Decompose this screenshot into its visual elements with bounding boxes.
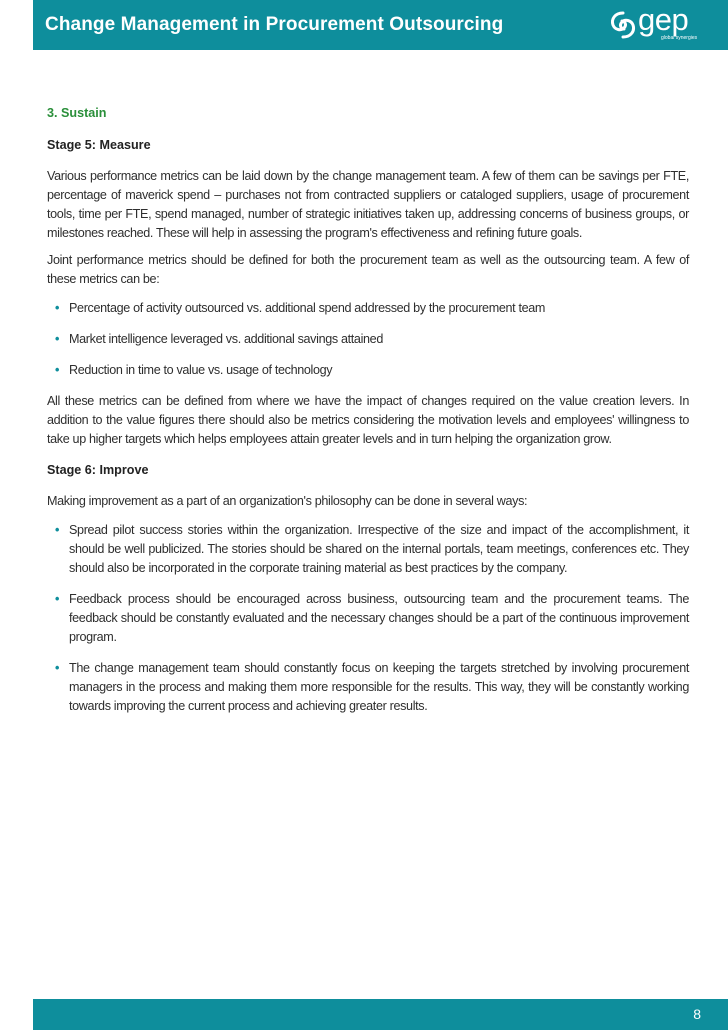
section-heading: 3. Sustain [47, 106, 107, 120]
gep-logo [609, 2, 699, 44]
bullet-dot-icon: • [55, 592, 60, 606]
page-number: 8 [693, 1006, 701, 1022]
list-item-text: Percentage of activity outsourced vs. additional spend addressed by the procurement team [69, 301, 546, 315]
stage5-heading: Stage 5: Measure [47, 138, 151, 152]
document-body [47, 104, 689, 728]
list-item-text: Feedback process should be encouraged across business, outsourcing team and the procurement teams. The feedback should be constantly evaluated and the necessary changes should be a part of the continuous improvement program. [69, 592, 689, 644]
logo-wordmark: gep [638, 2, 689, 37]
bullet-dot-icon: • [55, 661, 60, 675]
list-item-text: Reduction in time to value vs. usage of technology [69, 363, 333, 377]
list-item [47, 330, 689, 349]
bullet-dot-icon: • [55, 332, 60, 346]
stage5-bullet-list [47, 299, 689, 380]
list-item [47, 299, 689, 318]
footer-bar [33, 999, 728, 1030]
stage5-paragraph-1: Various performance metrics can be laid down by the change management team. A few of them can be savings per FTE, percentage of maverick spend – purchases not from contracted suppliers or cataloged suppliers, usage of procurement tools, time per FTE, spend managed, number of strategic initiatives taken up, addressing concerns of business groups, or milestones reached. These will help in assessing the program's effectiveness and refining future goals. [47, 169, 689, 240]
stage6-bullet-list [47, 521, 689, 716]
stage6-intro: Making improvement as a part of an organization's philosophy can be done in several ways: [47, 494, 528, 508]
gep-swirl-icon [609, 10, 637, 40]
logo-tagline: global synergies [661, 35, 698, 41]
bullet-dot-icon: • [55, 523, 60, 537]
list-item-text: The change management team should constantly focus on keeping the targets stretched by involving procurement managers in the process and making them more responsible for the results. This way, they will be constantly working towards improving the current process and achieving greater results. [69, 661, 689, 713]
bullet-dot-icon: • [55, 301, 60, 315]
header-bar [33, 0, 728, 50]
list-item [47, 659, 689, 716]
list-item [47, 361, 689, 380]
list-item [47, 521, 689, 578]
page-header-title: Change Management in Procurement Outsourcing [45, 14, 504, 35]
list-item-text: Market intelligence leveraged vs. additional savings attained [69, 332, 383, 346]
list-item-text: Spread pilot success stories within the organization. Irrespective of the size and impact of the accomplishment, it should be well publicized. The stories should be shared on the internal portals, team meetings, conferences etc. They should also be incorporated in the corporate training material as best practices by the company. [69, 523, 689, 575]
list-item [47, 590, 689, 647]
stage5-paragraph-3: All these metrics can be defined from where we have the impact of changes required on the value creation levers. In addition to the value figures there should also be metrics considering the motivation levels and employees' willingness to take up higher targets which helps employees attain greater levels and in turn helping the organization grow. [47, 394, 689, 446]
stage5-paragraph-2: Joint performance metrics should be defined for both the procurement team as well as the outsourcing team. A few of these metrics can be: [47, 253, 689, 286]
bullet-dot-icon: • [55, 363, 60, 377]
stage6-heading: Stage 6: Improve [47, 463, 149, 477]
